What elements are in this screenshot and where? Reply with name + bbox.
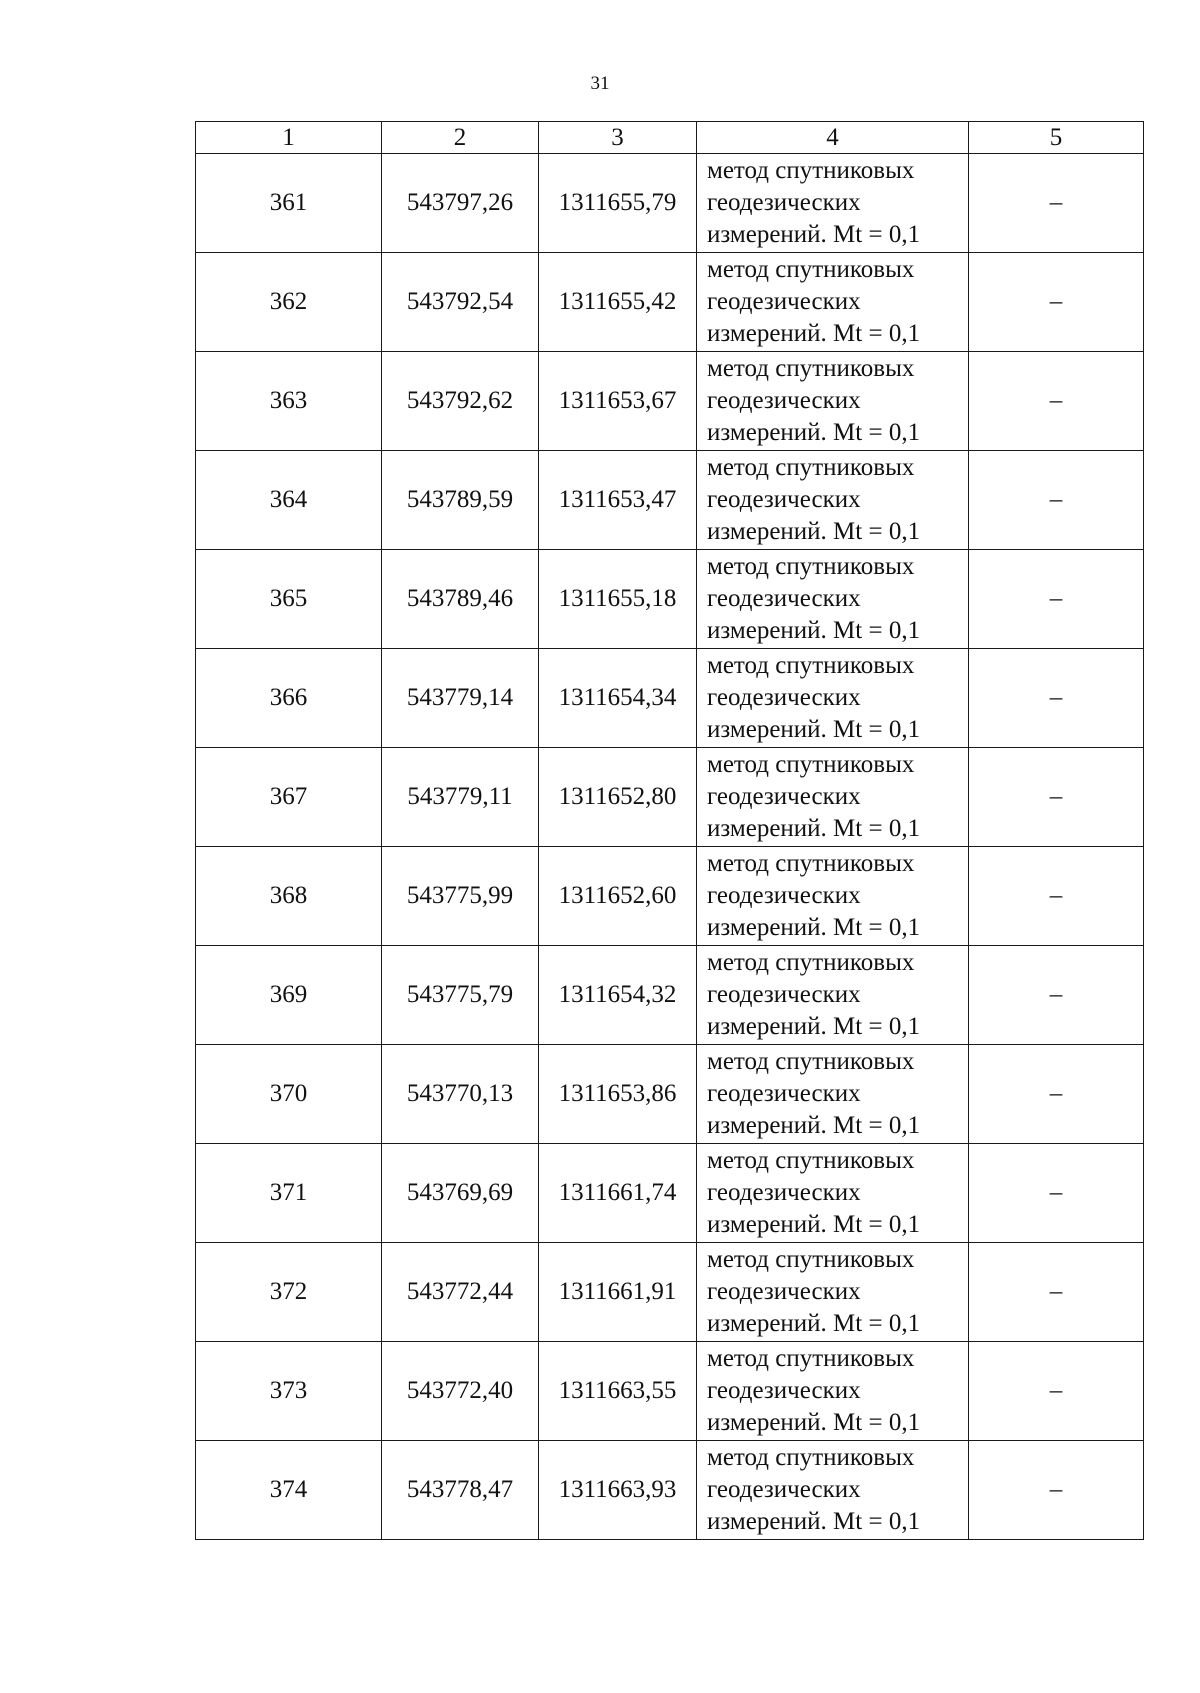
x-coordinate-cell: 543769,69 (382, 1144, 539, 1243)
method-line: геодезических (707, 288, 861, 315)
x-coordinate-cell: 543779,14 (382, 649, 539, 748)
point-number-cell: 365 (196, 550, 382, 649)
column-header-3: 3 (539, 122, 697, 154)
y-coordinate-cell: 1311655,79 (539, 154, 697, 253)
point-number-cell: 370 (196, 1045, 382, 1144)
table-row (196, 1441, 1144, 1540)
method-cell (697, 847, 969, 946)
method-line: измерений. Mt = 0,1 (707, 1508, 921, 1535)
method-line: геодезических (707, 1377, 861, 1404)
point-number-cell: 366 (196, 649, 382, 748)
method-cell (697, 748, 969, 847)
column-header-5: 5 (969, 122, 1144, 154)
method-line: измерений. Mt = 0,1 (707, 1112, 921, 1139)
method-line: геодезических (707, 981, 861, 1008)
method-line: измерений. Mt = 0,1 (707, 716, 921, 743)
note-cell: – (969, 1342, 1144, 1441)
method-line: метод спутниковых (707, 652, 915, 679)
y-coordinate-cell: 1311655,42 (539, 253, 697, 352)
method-line: метод спутниковых (707, 1048, 915, 1075)
method-line: измерений. Mt = 0,1 (707, 1211, 921, 1238)
table-row (196, 1144, 1144, 1243)
method-line: метод спутниковых (707, 751, 915, 778)
x-coordinate-cell: 543770,13 (382, 1045, 539, 1144)
x-coordinate-cell: 543772,44 (382, 1243, 539, 1342)
method-line: метод спутниковых (707, 1147, 915, 1174)
method-line: метод спутниковых (707, 256, 915, 283)
table-row (196, 1243, 1144, 1342)
note-cell: – (969, 649, 1144, 748)
table-row (196, 847, 1144, 946)
method-line: метод спутниковых (707, 1444, 915, 1471)
y-coordinate-cell: 1311653,67 (539, 352, 697, 451)
method-line: метод спутниковых (707, 1345, 915, 1372)
table-body (196, 154, 1144, 1540)
y-coordinate-cell: 1311655,18 (539, 550, 697, 649)
column-header-4: 4 (697, 122, 969, 154)
note-cell: – (969, 352, 1144, 451)
note-cell: – (969, 1441, 1144, 1540)
method-line: метод спутниковых (707, 157, 915, 184)
method-line: измерений. Mt = 0,1 (707, 617, 921, 644)
x-coordinate-cell: 543772,40 (382, 1342, 539, 1441)
table-header-row (196, 122, 1144, 154)
method-cell (697, 550, 969, 649)
method-cell (697, 1045, 969, 1144)
table-row (196, 451, 1144, 550)
y-coordinate-cell: 1311652,80 (539, 748, 697, 847)
method-line: геодезических (707, 189, 861, 216)
note-cell: – (969, 451, 1144, 550)
method-line: метод спутниковых (707, 553, 915, 580)
note-cell: – (969, 550, 1144, 649)
method-line: метод спутниковых (707, 454, 915, 481)
method-line: метод спутниковых (707, 949, 915, 976)
x-coordinate-cell: 543775,99 (382, 847, 539, 946)
method-line: измерений. Mt = 0,1 (707, 320, 921, 347)
point-number-cell: 363 (196, 352, 382, 451)
x-coordinate-cell: 543789,59 (382, 451, 539, 550)
x-coordinate-cell: 543792,62 (382, 352, 539, 451)
note-cell: – (969, 1243, 1144, 1342)
method-line: геодезических (707, 1179, 861, 1206)
method-line: геодезических (707, 1476, 861, 1503)
x-coordinate-cell: 543779,11 (382, 748, 539, 847)
method-cell (697, 649, 969, 748)
method-line: геодезических (707, 882, 861, 909)
method-line: геодезических (707, 1080, 861, 1107)
method-cell (697, 1144, 969, 1243)
x-coordinate-cell: 543775,79 (382, 946, 539, 1045)
y-coordinate-cell: 1311653,47 (539, 451, 697, 550)
note-cell: – (969, 847, 1144, 946)
x-coordinate-cell: 543778,47 (382, 1441, 539, 1540)
y-coordinate-cell: 1311663,93 (539, 1441, 697, 1540)
method-cell (697, 154, 969, 253)
method-line: геодезических (707, 684, 861, 711)
method-line: измерений. Mt = 0,1 (707, 1013, 921, 1040)
method-line: измерений. Mt = 0,1 (707, 221, 921, 248)
y-coordinate-cell: 1311652,60 (539, 847, 697, 946)
table-row (196, 154, 1144, 253)
point-number-cell: 361 (196, 154, 382, 253)
table-row (196, 550, 1144, 649)
column-header-1: 1 (196, 122, 382, 154)
method-line: измерений. Mt = 0,1 (707, 1409, 921, 1436)
table-row (196, 1342, 1144, 1441)
table-row (196, 253, 1144, 352)
method-cell (697, 1342, 969, 1441)
point-number-cell: 362 (196, 253, 382, 352)
note-cell: – (969, 1144, 1144, 1243)
note-cell: – (969, 946, 1144, 1045)
method-line: геодезических (707, 1278, 861, 1305)
method-line: измерений. Mt = 0,1 (707, 815, 921, 842)
method-cell (697, 1441, 969, 1540)
method-cell (697, 253, 969, 352)
method-line: метод спутниковых (707, 1246, 915, 1273)
point-number-cell: 372 (196, 1243, 382, 1342)
note-cell: – (969, 748, 1144, 847)
method-line: измерений. Mt = 0,1 (707, 518, 921, 545)
point-number-cell: 373 (196, 1342, 382, 1441)
point-number-cell: 374 (196, 1441, 382, 1540)
y-coordinate-cell: 1311654,32 (539, 946, 697, 1045)
point-number-cell: 367 (196, 748, 382, 847)
page-number: 31 (590, 73, 610, 94)
y-coordinate-cell: 1311653,86 (539, 1045, 697, 1144)
method-cell (697, 451, 969, 550)
table-row (196, 946, 1144, 1045)
coordinates-table (195, 121, 1144, 1540)
method-cell (697, 352, 969, 451)
method-line: измерений. Mt = 0,1 (707, 914, 921, 941)
method-line: метод спутниковых (707, 850, 915, 877)
method-line: измерений. Mt = 0,1 (707, 419, 921, 446)
table-row (196, 748, 1144, 847)
table-row (196, 1045, 1144, 1144)
method-cell (697, 946, 969, 1045)
x-coordinate-cell: 543797,26 (382, 154, 539, 253)
x-coordinate-cell: 543792,54 (382, 253, 539, 352)
method-line: измерений. Mt = 0,1 (707, 1310, 921, 1337)
note-cell: – (969, 154, 1144, 253)
table-row (196, 649, 1144, 748)
y-coordinate-cell: 1311661,91 (539, 1243, 697, 1342)
table-row (196, 352, 1144, 451)
column-header-2: 2 (382, 122, 539, 154)
point-number-cell: 368 (196, 847, 382, 946)
y-coordinate-cell: 1311663,55 (539, 1342, 697, 1441)
method-line: метод спутниковых (707, 355, 915, 382)
note-cell: – (969, 1045, 1144, 1144)
method-line: геодезических (707, 387, 861, 414)
method-line: геодезических (707, 783, 861, 810)
point-number-cell: 369 (196, 946, 382, 1045)
method-cell (697, 1243, 969, 1342)
point-number-cell: 364 (196, 451, 382, 550)
y-coordinate-cell: 1311661,74 (539, 1144, 697, 1243)
method-line: геодезических (707, 486, 861, 513)
method-line: геодезических (707, 585, 861, 612)
note-cell: – (969, 253, 1144, 352)
y-coordinate-cell: 1311654,34 (539, 649, 697, 748)
x-coordinate-cell: 543789,46 (382, 550, 539, 649)
point-number-cell: 371 (196, 1144, 382, 1243)
